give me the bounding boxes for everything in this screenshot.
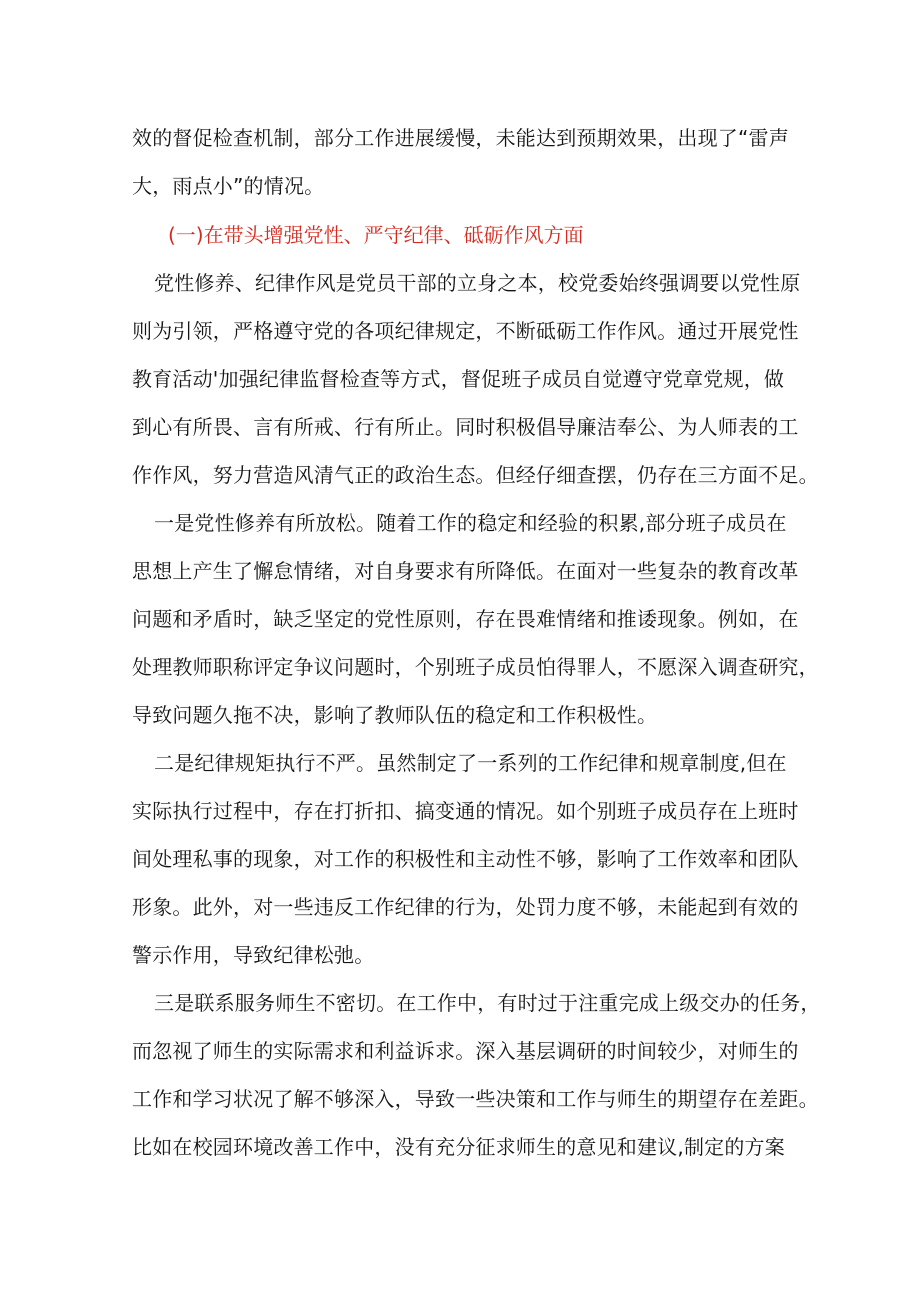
text-line: 教育活动'加强纪律监督检查等方式，督促班子成员自觉遵守党章党规，做 [132,367,785,391]
text-line: 处理教师职称评定争议问题时，个别班子成员怕得罪人，不愿深入调查研究， [132,655,819,679]
text-line: 问题和矛盾时，缺乏坚定的党性原则，存在畏难情绪和推诿现象。例如，在 [132,607,799,631]
text-line: 比如在校园环境改善工作中，没有充分征求师生的意见和建议,制定的方案 [132,1135,785,1159]
text-line: 而忽视了师生的实际需求和利益诉求。深入基层调研的时间较少，对师生的 [132,1039,799,1063]
paragraph-first-line: 二是纪律规矩执行不严。虽然制定了一系列的工作纪律和规章制度,但在 [154,751,787,775]
text-line: 则为引领，严格遵守党的各项纪律规定，不断砥砺工作作风。通过开展党性 [132,319,799,343]
text-line: 工作和学习状况了解不够深入，导致一些决策和工作与师生的期望存在差距。 [132,1087,819,1111]
paragraph-first-line: 一是党性修养有所放松。随着工作的稳定和经验的积累,部分班子成员在 [154,511,787,535]
paragraph-first-line: 三是联系服务师生不密切。在工作中，有时过于注重完成上级交办的任务， [154,991,821,1015]
section-heading: (一)在带头增强党性、严守纪律、砥砺作风方面 [168,223,584,247]
text-line: 效的督促检查机制，部分工作进展缓慢，未能达到预期效果，出现了“雷声 [132,126,789,150]
text-line: 大，雨点小”的情况。 [132,174,325,198]
paragraph-first-line: 党性修养、纪律作风是党员干部的立身之本，校党委始终强调要以党性原 [154,271,801,295]
text-line: 思想上产生了懈怠情绪，对自身要求有所降低。在面对一些复杂的教育改革 [132,559,799,583]
text-line: 形象。此外，对一些违反工作纪律的行为，处罚力度不够，未能起到有效的 [132,895,799,919]
text-line: 到心有所畏、言有所戒、行有所止。同时积极倡导廉洁奉公、为人师表的工 [132,415,799,439]
text-line: 作作风，努力营造风清气正的政治生态。但经仔细查摆，仍存在三方面不足。 [132,463,819,487]
text-line: 间处理私事的现象，对工作的积极性和主动性不够，影响了工作效率和团队 [132,847,799,871]
text-line: 实际执行过程中，存在打折扣、搞变通的情况。如个别班子成员存在上班时 [132,799,799,823]
text-line: 警示作用，导致纪律松弛。 [132,943,375,967]
text-line: 导致问题久拖不决，影响了教师队伍的稳定和工作积极性。 [132,703,658,727]
